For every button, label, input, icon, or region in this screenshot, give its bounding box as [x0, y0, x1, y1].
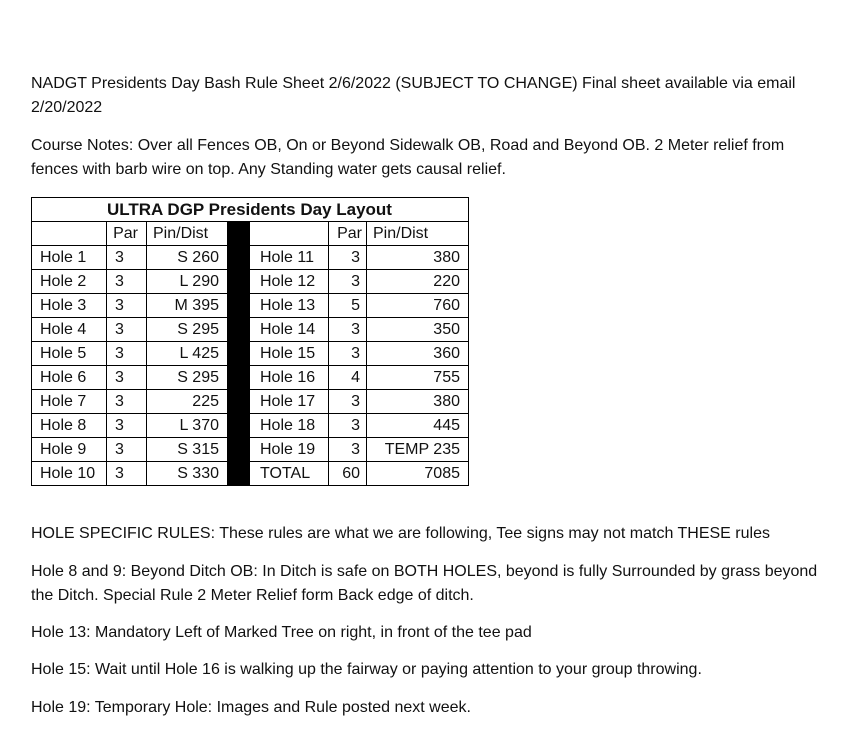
- hole-name-cell: Hole 7: [32, 390, 107, 414]
- table-row: [32, 438, 469, 462]
- header-pin-dist: Pin/Dist: [147, 222, 228, 246]
- par-cell: 3: [107, 318, 147, 342]
- pin-dist-cell: 380: [367, 390, 469, 414]
- table-row: [32, 414, 469, 438]
- hole-name-cell: Hole 17: [250, 390, 329, 414]
- header-pin-dist: Pin/Dist: [367, 222, 469, 246]
- par-cell: 3: [107, 246, 147, 270]
- hole-name-cell: Hole 8: [32, 414, 107, 438]
- table-row: [32, 270, 469, 294]
- par-cell: 3: [107, 462, 147, 486]
- hole-name-cell: Hole 10: [32, 462, 107, 486]
- table-row: [32, 390, 469, 414]
- pin-dist-cell: L 290: [147, 270, 228, 294]
- par-cell: 3: [329, 270, 367, 294]
- hole-name-cell: Hole 4: [32, 318, 107, 342]
- divider-cell: [228, 366, 250, 390]
- hole-name-cell: Hole 2: [32, 270, 107, 294]
- hole-name-cell: Hole 16: [250, 366, 329, 390]
- pin-dist-cell: 350: [367, 318, 469, 342]
- par-cell: 3: [329, 318, 367, 342]
- par-cell: 60: [329, 462, 367, 486]
- divider-cell: [228, 438, 250, 462]
- hole-name-cell: Hole 14: [250, 318, 329, 342]
- hole-name-cell: Hole 6: [32, 366, 107, 390]
- header-blank-cell: [32, 222, 107, 246]
- par-cell: 5: [329, 294, 367, 318]
- pin-dist-cell: S 295: [147, 366, 228, 390]
- pin-dist-cell: S 260: [147, 246, 228, 270]
- pin-dist-cell: 360: [367, 342, 469, 366]
- par-cell: 3: [329, 342, 367, 366]
- hole-name-cell: Hole 12: [250, 270, 329, 294]
- par-cell: 3: [107, 342, 147, 366]
- rule-hole-19: Hole 19: Temporary Hole: Images and Rule posted next week.: [31, 699, 471, 716]
- sheet-title: NADGT Presidents Day Bash Rule Sheet 2/6/2022 (SUBJECT TO CHANGE) Final sheet available via email 2/20/2022: [31, 75, 796, 116]
- pin-dist-cell: 225: [147, 390, 228, 414]
- hole-name-cell: Hole 1: [32, 246, 107, 270]
- hole-name-cell: Hole 15: [250, 342, 329, 366]
- pin-dist-cell: S 295: [147, 318, 228, 342]
- divider-cell: [228, 462, 250, 486]
- pin-dist-cell: L 425: [147, 342, 228, 366]
- hole-name-cell: Hole 18: [250, 414, 329, 438]
- par-cell: 3: [107, 438, 147, 462]
- header-par: Par: [329, 222, 367, 246]
- header-par: Par: [107, 222, 147, 246]
- divider-cell: [228, 246, 250, 270]
- rule-hole-13: Hole 13: Mandatory Left of Marked Tree on right, in front of the tee pad: [31, 624, 532, 641]
- divider-cell: [228, 390, 250, 414]
- par-cell: 3: [329, 246, 367, 270]
- hole-name-cell: TOTAL: [250, 462, 329, 486]
- divider-cell: [228, 414, 250, 438]
- pin-dist-cell: S 330: [147, 462, 228, 486]
- header-blank-cell: [250, 222, 329, 246]
- hole-name-cell: Hole 9: [32, 438, 107, 462]
- pin-dist-cell: 760: [367, 294, 469, 318]
- table-row: [32, 342, 469, 366]
- par-cell: 3: [329, 390, 367, 414]
- table-row: [32, 318, 469, 342]
- hole-name-cell: Hole 11: [250, 246, 329, 270]
- par-cell: 4: [329, 366, 367, 390]
- par-cell: 3: [107, 414, 147, 438]
- divider-cell: [228, 222, 250, 246]
- pin-dist-cell: 755: [367, 366, 469, 390]
- pin-dist-cell: 445: [367, 414, 469, 438]
- table-header-row: [32, 222, 469, 246]
- divider-cell: [228, 342, 250, 366]
- hole-name-cell: Hole 13: [250, 294, 329, 318]
- pin-dist-cell: M 395: [147, 294, 228, 318]
- divider-cell: [228, 270, 250, 294]
- par-cell: 3: [107, 390, 147, 414]
- table-title-row: [32, 198, 469, 222]
- rules-heading: HOLE SPECIFIC RULES: These rules are what we are following, Tee signs may not match THESE rules: [31, 525, 770, 542]
- rule-hole-8-9: Hole 8 and 9: Beyond Ditch OB: In Ditch is safe on BOTH HOLES, beyond is fully Surrounded by grass beyond the Ditch. Special Rule 2 Meter Relief form Back edge of ditch.: [31, 563, 818, 604]
- pin-dist-cell: L 370: [147, 414, 228, 438]
- par-cell: 3: [107, 366, 147, 390]
- rule-hole-15: Hole 15: Wait until Hole 16 is walking up the fairway or paying attention to your group throwing.: [31, 661, 702, 678]
- hole-name-cell: Hole 5: [32, 342, 107, 366]
- par-cell: 3: [107, 270, 147, 294]
- layout-table: [31, 197, 469, 486]
- hole-name-cell: Hole 3: [32, 294, 107, 318]
- pin-dist-cell: TEMP 235: [367, 438, 469, 462]
- par-cell: 3: [107, 294, 147, 318]
- course-notes: Course Notes: Over all Fences OB, On or Beyond Sidewalk OB, Road and Beyond OB. 2 Meter relief from fences with barb wire on top. Any Standing water gets causal relief.: [31, 137, 785, 178]
- pin-dist-cell: 220: [367, 270, 469, 294]
- hole-name-cell: Hole 19: [250, 438, 329, 462]
- table-row: [32, 462, 469, 486]
- par-cell: 3: [329, 414, 367, 438]
- table-title: ULTRA DGP Presidents Day Layout: [32, 198, 469, 222]
- table-row: [32, 246, 469, 270]
- par-cell: 3: [329, 438, 367, 462]
- table-row: [32, 366, 469, 390]
- pin-dist-cell: 7085: [367, 462, 469, 486]
- pin-dist-cell: 380: [367, 246, 469, 270]
- divider-cell: [228, 318, 250, 342]
- pin-dist-cell: S 315: [147, 438, 228, 462]
- divider-cell: [228, 294, 250, 318]
- table-row: [32, 294, 469, 318]
